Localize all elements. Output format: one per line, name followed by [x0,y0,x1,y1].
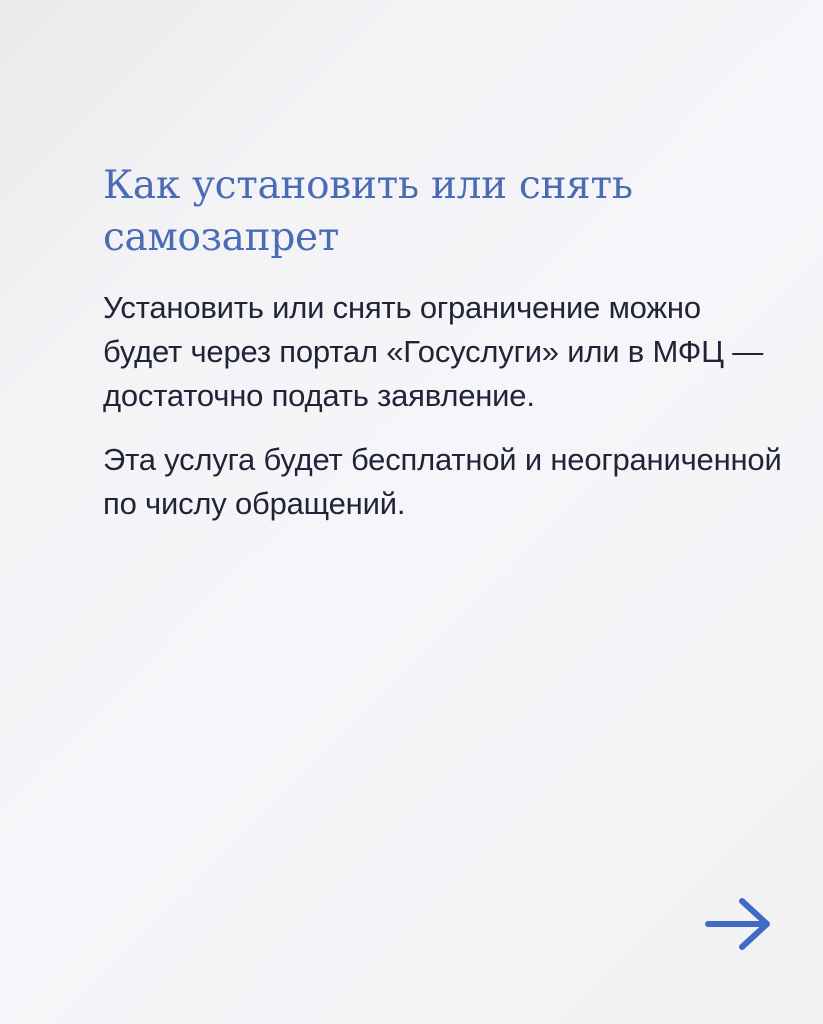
paragraph-free-service: Эта услуга будет бесплатной и неограниченной по числу обращений. [103,442,782,521]
next-slide-button[interactable] [704,896,774,952]
arrow-right-icon [704,896,774,952]
paragraph-how-to: Установить или снять ограничение можно будет через портал «Госуслуги» или в МФЦ — достаточно подать заявление. [103,290,764,413]
slide-title: Как установить или снять самозапрет [103,163,633,260]
slide-content [103,160,783,526]
